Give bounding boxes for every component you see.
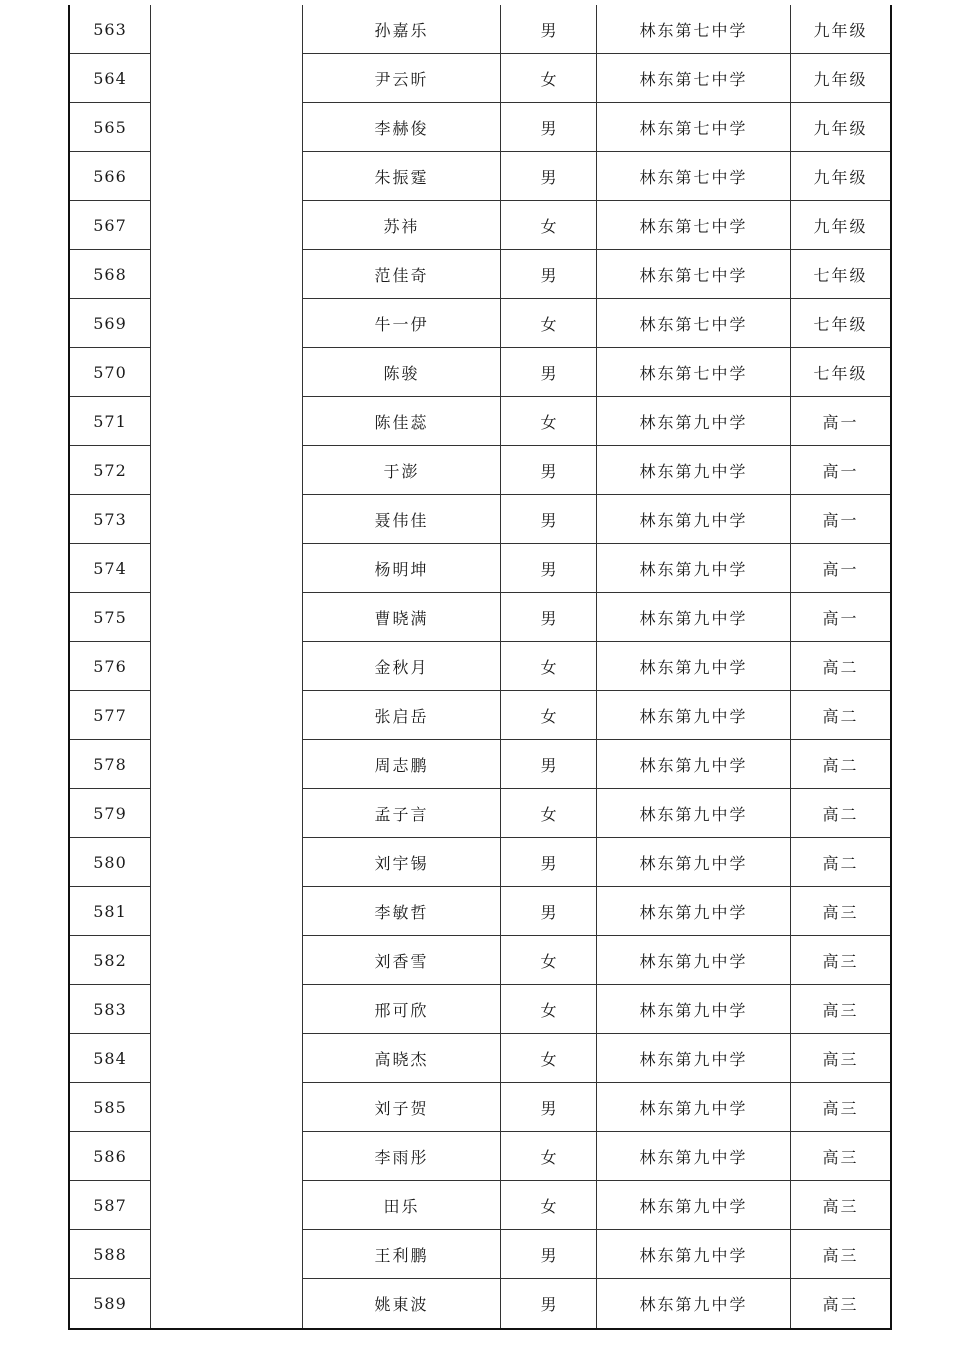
table-row <box>70 544 890 593</box>
school-name: 林东第九中学 <box>597 985 791 1034</box>
school-name: 林东第九中学 <box>597 789 791 838</box>
row-number: 589 <box>70 1279 151 1329</box>
grade-level: 高三 <box>791 985 891 1034</box>
student-name: 陈骏 <box>303 348 501 397</box>
student-name: 牛一伊 <box>303 299 501 348</box>
student-gender: 女 <box>501 54 597 103</box>
school-name: 林东第九中学 <box>597 691 791 740</box>
school-name: 林东第七中学 <box>597 103 791 152</box>
school-name: 林东第九中学 <box>597 544 791 593</box>
student-name: 刘宇锡 <box>303 838 501 887</box>
school-name: 林东第九中学 <box>597 838 791 887</box>
table-row <box>70 936 890 985</box>
student-gender: 女 <box>501 642 597 691</box>
student-gender: 女 <box>501 1034 597 1083</box>
student-name: 高晓杰 <box>303 1034 501 1083</box>
student-name: 周志鹏 <box>303 740 501 789</box>
grade-level: 高三 <box>791 1230 891 1279</box>
blank-merged-cell <box>151 1279 303 1329</box>
table-row <box>70 152 890 201</box>
blank-merged-cell <box>151 1132 303 1181</box>
grade-level: 高一 <box>791 593 891 642</box>
blank-merged-cell <box>151 642 303 691</box>
school-name: 林东第九中学 <box>597 1083 791 1132</box>
table-row <box>70 642 890 691</box>
blank-merged-cell <box>151 250 303 299</box>
blank-merged-cell <box>151 397 303 446</box>
school-name: 林东第九中学 <box>597 1230 791 1279</box>
grade-level: 九年级 <box>791 152 891 201</box>
grade-level: 九年级 <box>791 201 891 250</box>
table-row <box>70 887 890 936</box>
school-name: 林东第九中学 <box>597 1279 791 1329</box>
student-name: 李敏哲 <box>303 887 501 936</box>
table-row <box>70 789 890 838</box>
grade-level: 高二 <box>791 789 891 838</box>
blank-merged-cell <box>151 936 303 985</box>
row-number: 586 <box>70 1132 151 1181</box>
blank-merged-cell <box>151 5 303 54</box>
school-name: 林东第九中学 <box>597 887 791 936</box>
student-name: 孙嘉乐 <box>303 5 501 54</box>
student-gender: 男 <box>501 103 597 152</box>
blank-merged-cell <box>151 838 303 887</box>
school-name: 林东第九中学 <box>597 936 791 985</box>
student-gender: 男 <box>501 348 597 397</box>
row-number: 582 <box>70 936 151 985</box>
student-gender: 男 <box>501 5 597 54</box>
school-name: 林东第七中学 <box>597 5 791 54</box>
student-gender: 女 <box>501 1132 597 1181</box>
grade-level: 高二 <box>791 838 891 887</box>
student-gender: 男 <box>501 838 597 887</box>
school-name: 林东第七中学 <box>597 152 791 201</box>
student-name: 李赫俊 <box>303 103 501 152</box>
blank-merged-cell <box>151 593 303 642</box>
school-name: 林东第九中学 <box>597 1181 791 1230</box>
blank-merged-cell <box>151 887 303 936</box>
table-row <box>70 593 890 642</box>
row-number: 588 <box>70 1230 151 1279</box>
school-name: 林东第七中学 <box>597 54 791 103</box>
school-name: 林东第七中学 <box>597 348 791 397</box>
row-number: 570 <box>70 348 151 397</box>
grade-level: 高三 <box>791 1181 891 1230</box>
student-name: 曹晓满 <box>303 593 501 642</box>
blank-merged-cell <box>151 1230 303 1279</box>
student-gender: 男 <box>501 544 597 593</box>
table-row <box>70 250 890 299</box>
row-number: 577 <box>70 691 151 740</box>
grade-level: 高一 <box>791 397 891 446</box>
blank-merged-cell <box>151 299 303 348</box>
table-row <box>70 446 890 495</box>
row-number: 584 <box>70 1034 151 1083</box>
table-row <box>70 348 890 397</box>
table-row <box>70 1083 890 1132</box>
student-name: 邢可欣 <box>303 985 501 1034</box>
school-name: 林东第九中学 <box>597 593 791 642</box>
student-name: 陈佳蕊 <box>303 397 501 446</box>
student-gender: 男 <box>501 152 597 201</box>
grade-level: 七年级 <box>791 299 891 348</box>
student-gender: 男 <box>501 250 597 299</box>
row-number: 569 <box>70 299 151 348</box>
grade-level: 高二 <box>791 642 891 691</box>
blank-merged-cell <box>151 348 303 397</box>
blank-merged-cell <box>151 152 303 201</box>
grade-level: 九年级 <box>791 103 891 152</box>
row-number: 580 <box>70 838 151 887</box>
school-name: 林东第九中学 <box>597 642 791 691</box>
student-gender: 男 <box>501 495 597 544</box>
school-name: 林东第九中学 <box>597 1132 791 1181</box>
row-number: 578 <box>70 740 151 789</box>
row-number: 574 <box>70 544 151 593</box>
roster-table <box>70 5 890 1328</box>
school-name: 林东第九中学 <box>597 740 791 789</box>
student-name: 杨明坤 <box>303 544 501 593</box>
student-name: 张启岳 <box>303 691 501 740</box>
student-name: 苏祎 <box>303 201 501 250</box>
blank-merged-cell <box>151 740 303 789</box>
school-name: 林东第七中学 <box>597 201 791 250</box>
grade-level: 七年级 <box>791 348 891 397</box>
student-name: 金秋月 <box>303 642 501 691</box>
table-row <box>70 1132 890 1181</box>
student-name: 田乐 <box>303 1181 501 1230</box>
student-name: 姚東波 <box>303 1279 501 1329</box>
student-gender: 女 <box>501 691 597 740</box>
table-row <box>70 299 890 348</box>
blank-merged-cell <box>151 446 303 495</box>
student-gender: 女 <box>501 936 597 985</box>
blank-merged-cell <box>151 691 303 740</box>
student-name: 李雨彤 <box>303 1132 501 1181</box>
row-number: 576 <box>70 642 151 691</box>
student-gender: 男 <box>501 887 597 936</box>
table-row <box>70 495 890 544</box>
table-row <box>70 1034 890 1083</box>
student-gender: 男 <box>501 1230 597 1279</box>
table-row <box>70 740 890 789</box>
roster-table-body <box>70 5 890 1328</box>
student-name: 刘子贺 <box>303 1083 501 1132</box>
student-name: 孟子言 <box>303 789 501 838</box>
student-gender: 女 <box>501 397 597 446</box>
student-name: 于澎 <box>303 446 501 495</box>
table-row <box>70 5 890 54</box>
row-number: 571 <box>70 397 151 446</box>
row-number: 565 <box>70 103 151 152</box>
grade-level: 高三 <box>791 936 891 985</box>
blank-merged-cell <box>151 544 303 593</box>
grade-level: 九年级 <box>791 54 891 103</box>
school-name: 林东第九中学 <box>597 1034 791 1083</box>
student-gender: 男 <box>501 1083 597 1132</box>
grade-level: 高二 <box>791 691 891 740</box>
table-row <box>70 1279 890 1329</box>
student-gender: 女 <box>501 789 597 838</box>
table-row <box>70 691 890 740</box>
row-number: 567 <box>70 201 151 250</box>
row-number: 563 <box>93 19 127 39</box>
grade-level: 高三 <box>791 1279 891 1329</box>
table-row <box>70 1230 890 1279</box>
student-gender: 女 <box>501 299 597 348</box>
school-name: 林东第九中学 <box>597 446 791 495</box>
grade-level: 高三 <box>791 1083 891 1132</box>
roster-table-container <box>68 5 892 1330</box>
blank-merged-cell <box>151 103 303 152</box>
grade-level: 高三 <box>791 887 891 936</box>
table-row <box>70 985 890 1034</box>
student-name: 聂伟佳 <box>303 495 501 544</box>
grade-level: 高二 <box>791 740 891 789</box>
row-number: 575 <box>70 593 151 642</box>
blank-merged-cell <box>151 201 303 250</box>
table-row <box>70 397 890 446</box>
student-gender: 女 <box>501 985 597 1034</box>
school-name: 林东第七中学 <box>597 250 791 299</box>
row-number: 583 <box>70 985 151 1034</box>
student-gender: 女 <box>501 1181 597 1230</box>
row-number: 579 <box>70 789 151 838</box>
blank-merged-cell <box>151 54 303 103</box>
blank-merged-cell <box>151 1034 303 1083</box>
row-number: 581 <box>70 887 151 936</box>
student-gender: 男 <box>501 593 597 642</box>
grade-level: 高一 <box>791 544 891 593</box>
student-name: 王利鹏 <box>303 1230 501 1279</box>
table-row <box>70 838 890 887</box>
student-gender: 男 <box>501 446 597 495</box>
student-name: 朱振霆 <box>303 152 501 201</box>
student-gender: 男 <box>501 740 597 789</box>
grade-level: 高三 <box>791 1132 891 1181</box>
table-row <box>70 201 890 250</box>
school-name: 林东第七中学 <box>597 299 791 348</box>
row-number: 585 <box>70 1083 151 1132</box>
school-name: 林东第九中学 <box>597 495 791 544</box>
table-row <box>70 54 890 103</box>
table-row <box>70 1181 890 1230</box>
student-gender: 女 <box>501 201 597 250</box>
grade-level: 九年级 <box>791 5 891 54</box>
blank-merged-cell <box>151 789 303 838</box>
grade-level: 高一 <box>791 495 891 544</box>
row-number: 587 <box>70 1181 151 1230</box>
table-row <box>70 103 890 152</box>
blank-merged-cell <box>151 985 303 1034</box>
blank-merged-cell <box>151 1083 303 1132</box>
row-number: 573 <box>70 495 151 544</box>
row-number: 568 <box>70 250 151 299</box>
row-number: 566 <box>70 152 151 201</box>
row-number: 572 <box>70 446 151 495</box>
grade-level: 高三 <box>791 1034 891 1083</box>
grade-level: 高一 <box>791 446 891 495</box>
school-name: 林东第九中学 <box>597 397 791 446</box>
student-gender: 男 <box>501 1279 597 1329</box>
blank-merged-cell <box>151 495 303 544</box>
student-name: 尹云昕 <box>303 54 501 103</box>
student-name: 刘香雪 <box>303 936 501 985</box>
blank-merged-cell <box>151 1181 303 1230</box>
grade-level: 七年级 <box>791 250 891 299</box>
student-name: 范佳奇 <box>303 250 501 299</box>
row-number: 564 <box>70 54 151 103</box>
